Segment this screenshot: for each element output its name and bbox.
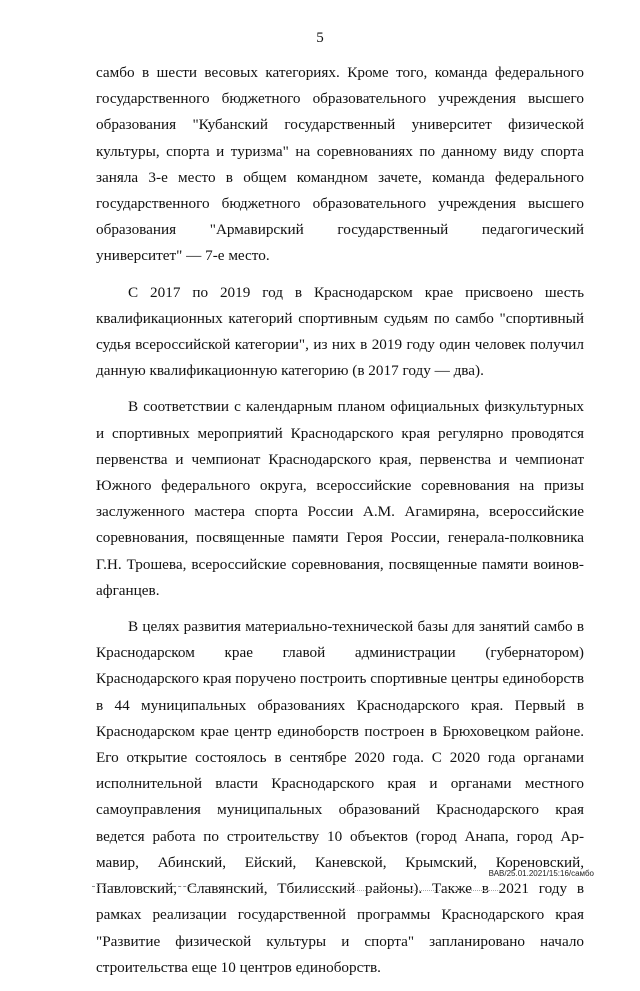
paragraph-referee-categories: С 2017 по 2019 год в Краснодарском крае присвоено шесть квалификационных категорий спортивным судьям по самбо "спортивный судья всероссийской категории", из них в 2019 году один человек получил данную квалификационную категорию (в 2017 году — два). <box>96 283 584 380</box>
paragraph-infrastructure: В целях развития материально-технической базы для занятий самбо в Краснодарском крае главой администрации (губернатором) Краснодарского края поручено построить спортивные центры единоборств в 44 муниципальных образованиях Краснодарского края. Первый в Краснодарском крае центр единоборств построен в Брюховецком районе. Его открытие состоялось в сентябре 2020 года. С 2020 года органами исполнительной власти Краснодарского края и органами местного самоуправления муниципальных образований Краснодарского края ведется работа по строительству 10 объектов (город Анапа, город Армавир, Абинский, Ейский, Каневской, Крымский, Кореновский, Павловский, Славянский, Тбилисский районы). Также в 2021 году в рамках реализации государственной программы Краснодарского края "Развитие физической культуры и спорта" запланировано начало строительства еще 10 центров единоборств. <box>96 618 584 976</box>
bottom-scan-line <box>92 886 242 887</box>
footer-stamp: ВАВ/25.01.2021/15:16/самбо <box>488 869 594 878</box>
page-number: 5 <box>316 30 324 46</box>
paragraph-competitions: В соответствии с календарным планом официальных физкультурных и спортивных мероприятий Краснодарского края регулярно проводятся первенства и чемпионат Краснодарского края, первенства и чемпионат Южного федерального округа, всероссийские соревнования на призы заслуженного мастера спорта России А.М. Агамиряна, всероссийские соревнования, посвященные памяти Героя России, генерала-полковника Г.Н. Трошева, всероссийские соревнования, посвященные памяти воинов-афганцев. <box>96 398 584 599</box>
body-text <box>96 60 584 991</box>
paragraph-continuation: самбо в шести весовых категориях. Кроме того, команда федерального государственного бюджетного образовательного учреждения высшего образования "Кубанский государственный университет физической культуры, спорта и туризма" на соревнованиях по данному виду спорта заняла 3-е место в общем командном зачете, команда федерального государственного бюджетного образовательного учреждения высшего образования "Армавирский государственный педагогический университет" — 7-е место. <box>96 64 584 265</box>
bottom-scan-line-right <box>300 890 500 891</box>
